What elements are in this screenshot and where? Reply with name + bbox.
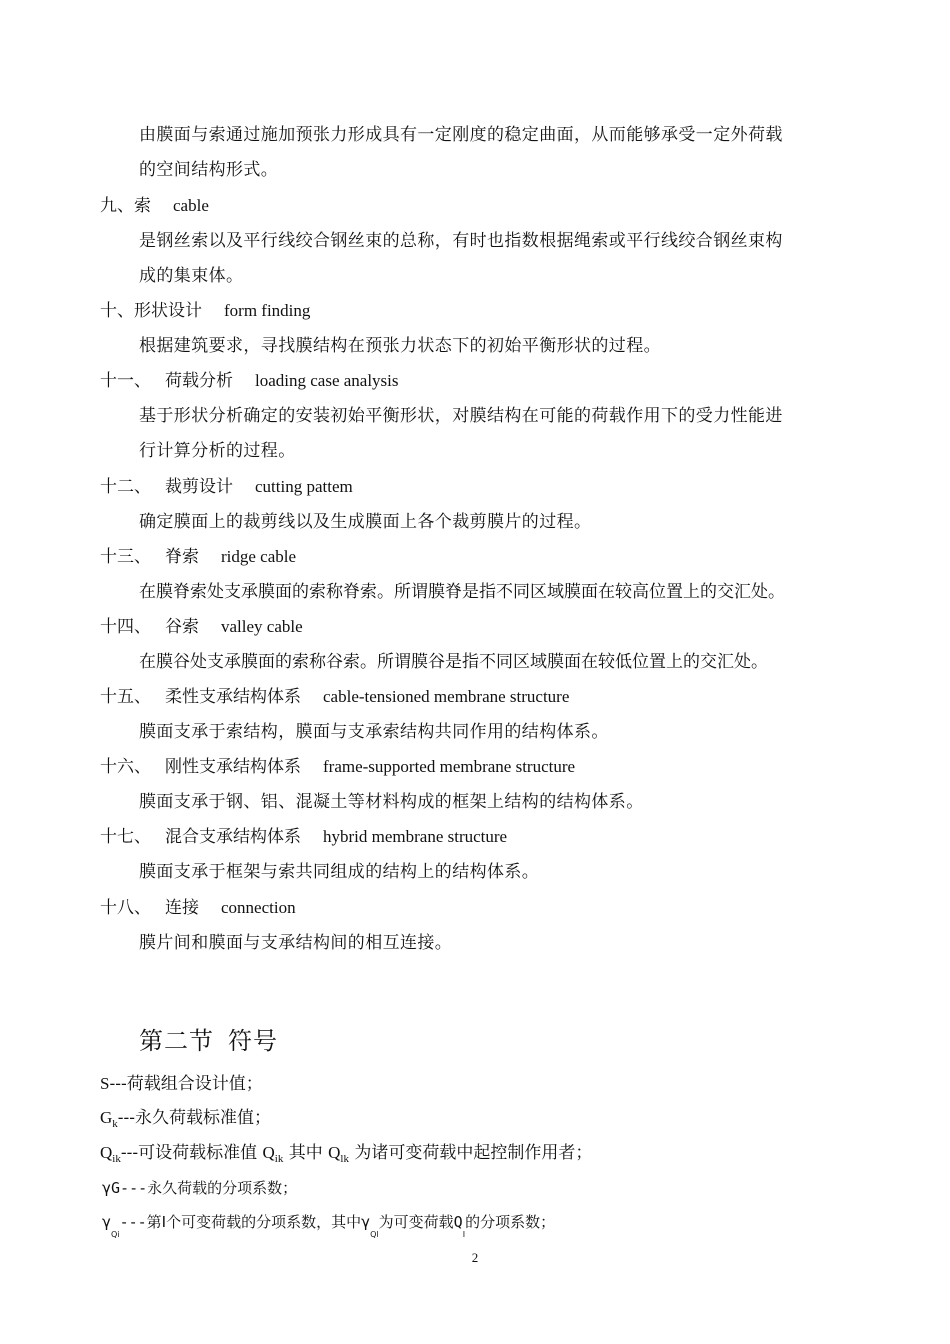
- symbol-subscript: Qi: [111, 1230, 120, 1239]
- definition-text: 基于形状分析确定的安装初始平衡形状，对膜结构在可能的荷载作用下的受力性能进: [139, 406, 783, 426]
- symbol-description: 为诸可变荷载中起控制作用者；: [348, 1143, 593, 1163]
- term-number: 十六、: [100, 757, 151, 777]
- symbol: Q: [262, 1143, 275, 1162]
- symbol-subscript: k: [112, 1118, 118, 1130]
- definition-text: 在膜脊索处支承膜面的索称脊索。所谓膜脊是指不同区域膜面在较高位置上的交汇处。: [139, 582, 785, 602]
- symbol-description: 的分项系数；: [465, 1213, 556, 1231]
- term-english: loading case analysis: [255, 371, 399, 390]
- term-english: valley cable: [221, 617, 303, 636]
- term-heading: [100, 371, 399, 391]
- term-english: frame-supported membrane structure: [323, 757, 576, 776]
- symbol-description: 为可变荷载Q: [378, 1213, 463, 1231]
- definition-text: 膜面支承于钢、铝、混凝土等材料构成的框架上结构的结构体系。: [139, 792, 644, 812]
- term-chinese: 连接: [165, 898, 199, 918]
- definition-text: 是钢丝索以及平行线绞合钢丝束的总称，有时也指数根据绳索或平行线绞合钢丝束构: [139, 231, 783, 251]
- symbol-description: ---荷载组合设计值；: [109, 1074, 263, 1094]
- symbol-description: ---第Ⅰ个可变荷载的分项系数，其中γ: [119, 1213, 371, 1231]
- term-number: 十、: [100, 301, 134, 321]
- symbol: G: [100, 1108, 113, 1127]
- definition-text: 根据建筑要求，寻找膜结构在预张力状态下的初始平衡形状的过程。: [139, 336, 661, 356]
- symbol-subscript: ik: [274, 1153, 284, 1165]
- symbol-description: ---永久荷载标准值；: [117, 1108, 272, 1128]
- term-heading: [100, 898, 296, 918]
- symbol: S: [100, 1074, 110, 1093]
- term-english: cable-tensioned membrane structure: [323, 687, 570, 706]
- term-chinese: 柔性支承结构体系: [165, 687, 301, 707]
- symbol-subscript: I: [462, 1230, 466, 1239]
- term-heading: [100, 196, 209, 216]
- term-chinese: 索: [134, 196, 151, 216]
- term-number: 十一、: [100, 371, 151, 391]
- term-heading: [100, 827, 507, 847]
- term-english: ridge cable: [221, 547, 297, 566]
- symbol-entry: [100, 1143, 592, 1163]
- symbol-entry: [100, 1074, 263, 1094]
- term-chinese: 谷索: [165, 617, 199, 637]
- definition-text: 由膜面与索通过施加预张力形成具有一定刚度的稳定曲面，从而能够承受一定外荷载: [139, 125, 783, 145]
- definition-text: 成的集束体。: [139, 266, 244, 286]
- section-name: 符号: [228, 1027, 278, 1055]
- symbol: γ: [102, 1213, 112, 1231]
- symbol-description: ---可设荷载标准值: [120, 1143, 263, 1163]
- term-chinese: 混合支承结构体系: [165, 827, 301, 847]
- term-english: connection: [221, 898, 296, 917]
- term-heading: [100, 757, 575, 777]
- term-heading: [100, 687, 569, 707]
- term-number: 十三、: [100, 547, 151, 567]
- term-chinese: 脊索: [165, 547, 199, 567]
- term-english: hybrid membrane structure: [323, 827, 508, 846]
- section-number: 第二节: [139, 1027, 214, 1055]
- symbol-subscript: lk: [340, 1153, 349, 1165]
- term-number: 十五、: [100, 687, 151, 707]
- definition-text: 膜面支承于索结构，膜面与支承索结构共同作用的结构体系。: [139, 722, 609, 742]
- term-number: 十七、: [100, 827, 151, 847]
- definition-text: 在膜谷处支承膜面的索称谷索。所谓膜谷是指不同区域膜面在较低位置上的交汇处。: [139, 652, 768, 672]
- symbol-subscript: Ql: [370, 1230, 379, 1239]
- term-number: 十八、: [100, 898, 151, 918]
- term-chinese: 形状设计: [134, 301, 202, 321]
- term-heading: [100, 301, 310, 321]
- symbol-entry: γG---永久荷载的分项系数；: [102, 1179, 298, 1197]
- term-number: 九、: [100, 196, 134, 216]
- term-number: 十二、: [100, 477, 151, 497]
- symbol: Q: [328, 1143, 341, 1162]
- term-heading: [100, 477, 353, 497]
- term-number: 十四、: [100, 617, 151, 637]
- term-chinese: 荷载分析: [165, 371, 233, 391]
- term-chinese: 刚性支承结构体系: [165, 757, 301, 777]
- term-heading: [100, 547, 296, 567]
- definition-text: 膜片间和膜面与支承结构间的相互连接。: [139, 933, 453, 953]
- term-heading: [100, 617, 303, 637]
- symbol-subscript: ik: [112, 1153, 121, 1165]
- definition-text: 确定膜面上的裁剪线以及生成膜面上各个裁剪膜片的过程。: [139, 512, 592, 532]
- section-title: [139, 1026, 278, 1056]
- definition-text: 行计算分析的过程。: [139, 441, 296, 461]
- symbol: Q: [100, 1143, 113, 1162]
- term-english: cable: [173, 196, 209, 215]
- term-chinese: 裁剪设计: [165, 477, 233, 497]
- definition-text: 膜面支承于框架与索共同组成的结构上的结构体系。: [139, 862, 540, 882]
- symbol-entry: [102, 1212, 556, 1239]
- term-english: cutting pattem: [255, 477, 353, 496]
- term-english: form finding: [224, 301, 311, 320]
- page-number: 2: [471, 1250, 479, 1265]
- definition-text: 的空间结构形式。: [139, 160, 279, 180]
- symbol-entry: [100, 1108, 271, 1128]
- symbol-description: 其中: [283, 1143, 329, 1163]
